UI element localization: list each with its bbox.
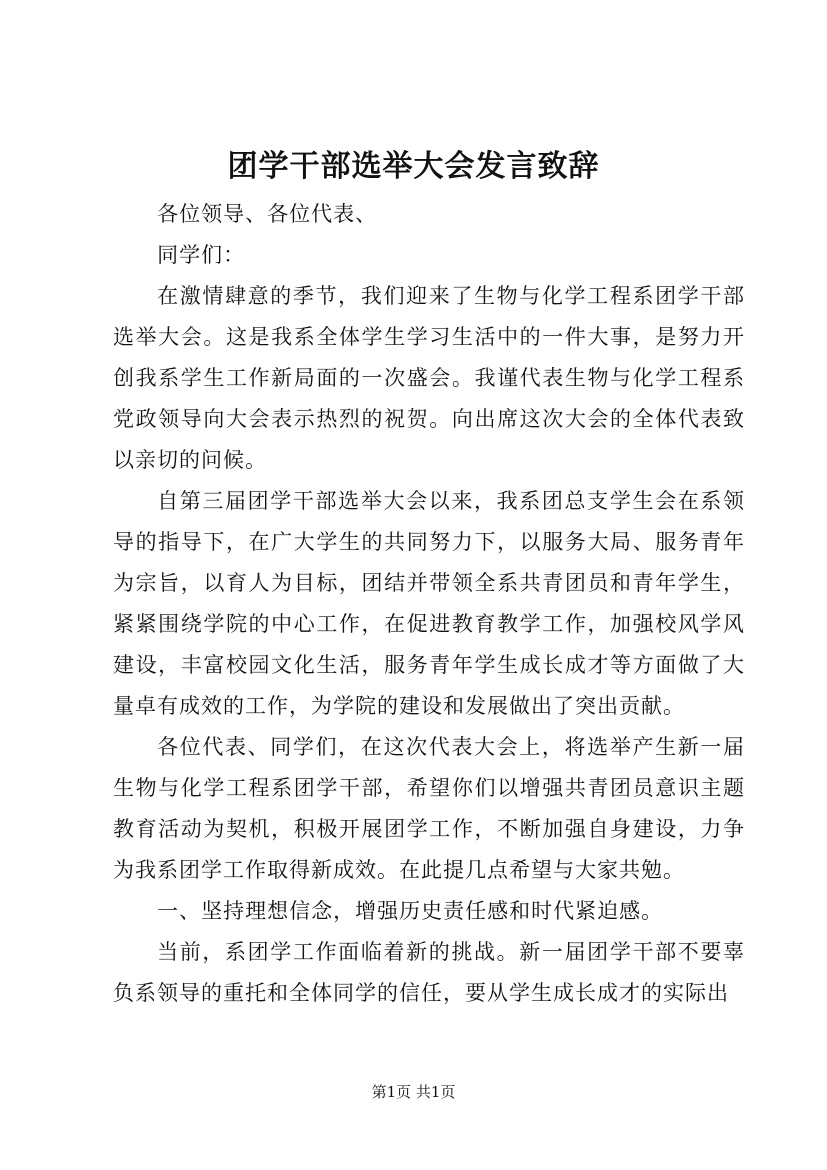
greeting-line-2: 同学们： <box>157 243 246 267</box>
paragraph-4: 一、坚持理想信念，增强历史责任感和时代紧迫感。 <box>157 899 664 923</box>
document-body <box>113 194 745 1014</box>
paragraph-5: 当前，系团学工作面临着新的挑战。新一届团学干部不要辜负系领导的重托和全体同学的信任，要从学生成长成才的实际出 <box>113 940 745 1005</box>
document-title: 团学干部选举大会发言致辞 <box>227 149 600 184</box>
paragraph-1: 在激情肆意的季节，我们迎来了生物与化学工程系团学干部选举大会。这是我系全体学生学习生活中的一件大事，是努力开创我系学生工作新局面的一次盛会。我谨代表生物与化学工程系党政领导向大会表示热烈的祝贺。向出席这次大会的全体代表致以亲切的问候。 <box>113 284 745 472</box>
paragraph-3: 各位代表、同学们，在这次代表大会上，将选举产生新一届生物与化学工程系团学干部，希望你们以增强共青团员意识主题教育活动为契机，积极开展团学工作，不断加强自身建设，力争为我系团学工作取得新成效。在此提几点希望与大家共勉。 <box>113 735 745 882</box>
page-footer: 第1页 共1页 <box>371 1083 456 1101</box>
greeting-line-1: 各位领导、各位代表、 <box>157 202 378 226</box>
paragraph-2: 自第三届团学干部选举大会以来，我系团总支学生会在系领导的指导下，在广大学生的共同努力下，以服务大局、服务青年为宗旨，以育人为目标，团结并带领全系共青团员和青年学生，紧紧围绕学院的中心工作，在促进教育教学工作，加强校风学风建设，丰富校园文化生活，服务青年学生成长成才等方面做了大量卓有成效的工作，为学院的建设和发展做出了突出贡献。 <box>113 489 745 718</box>
